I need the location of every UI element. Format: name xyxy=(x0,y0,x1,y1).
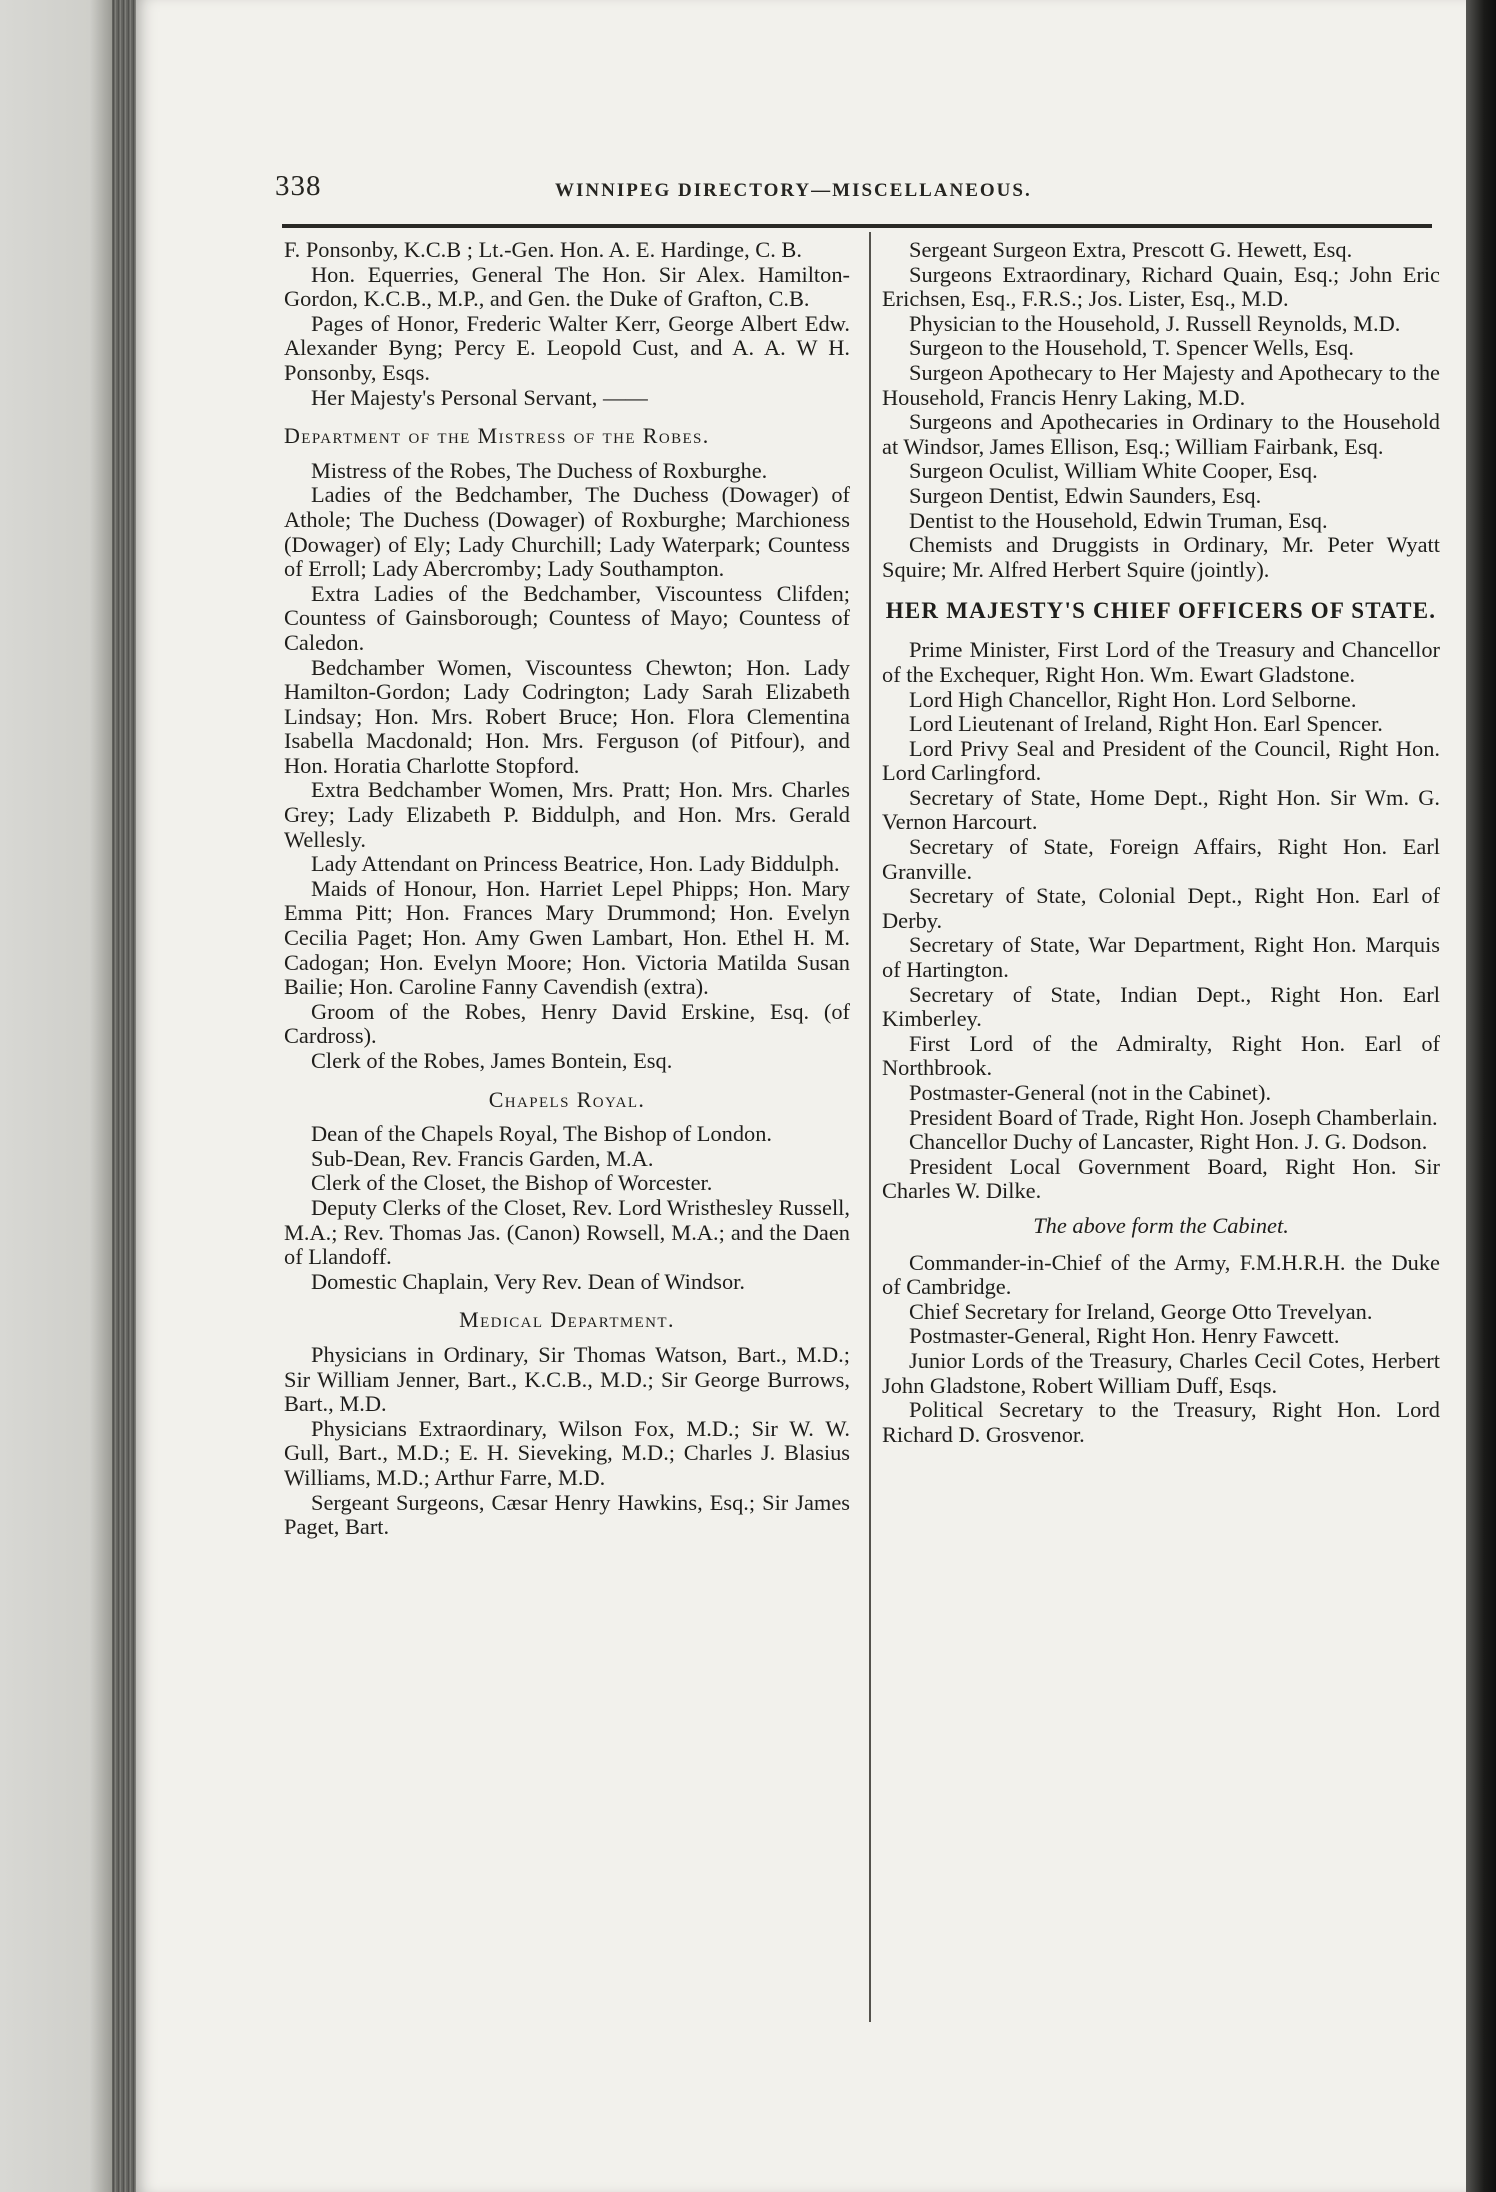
directory-entry: Lord High Chancellor, Right Hon. Lord Selborne. xyxy=(909,686,1357,712)
directory-entry: Secretary of State, Colonial Dept., Right Hon. Earl of Derby. xyxy=(882,883,1440,933)
directory-entry: Mistress of the Robes, The Duchess of Roxburghe. xyxy=(311,457,768,483)
directory-entry: Clerk of the Robes, James Bontein, Esq. xyxy=(311,1048,673,1073)
directory-entry: Sergeant Surgeon Extra, Prescott G. Hewett, Esq. xyxy=(909,237,1353,262)
directory-entry: First Lord of the Admiralty, Right Hon. Earl of Northbrook. xyxy=(882,1030,1440,1081)
directory-entry: Chancellor Duchy of Lancaster, Right Hon. J. G. Dodson. xyxy=(909,1129,1428,1155)
directory-entry: President Local Government Board, Right Hon. Sir Charles W. Dilke. xyxy=(882,1153,1440,1204)
book-binding-shadow xyxy=(1466,0,1496,2192)
directory-entry: F. Ponsonby, K.C.B ; Lt.-Gen. Hon. A. E. Hardinge, C. B. xyxy=(284,237,802,262)
directory-entry: Junior Lords of the Treasury, Charles Cecil Cotes, Herbert John Gladstone, Robert William Duff, Esqs. xyxy=(882,1347,1440,1398)
directory-entry: Secretary of State, War Department, Right Hon. Marquis of Hartington. xyxy=(882,932,1440,983)
directory-entry: President Board of Trade, Right Hon. Joseph Chamberlain. xyxy=(909,1104,1438,1130)
directory-entry: Bedchamber Women, Viscountess Chewton; Hon. Lady Hamilton-Gordon; Lady Codrington; Lady Sarah Elizabeth Lindsay; Hon. Mrs. Robert Bruce; Hon. Flora Clementina Isabella Macdonald; Hon. Mrs. Ferguson (of Pitfour), and Hon. Horatia Charlotte Stopford. xyxy=(284,654,850,778)
directory-entry: Maids of Honour, Hon. Harriet Lepel Phipps; Hon. Mary Emma Pitt; Hon. Frances Mary Drummond; Hon. Evelyn Cecilia Paget; Hon. Amy Gwen Lambart, Hon. Ethel H. M. Cadogan; Hon. Evelyn Moore; Hon. Victoria Matilda Susan Bailie; Hon. Caroline Fanny Cavendish (extra). xyxy=(284,875,850,1000)
page-number: 338 xyxy=(275,170,322,202)
directory-entry: Deputy Clerks of the Closet, Rev. Lord Wristhesley Russell, M.A.; Rev. Thomas Jas. (Canon) Rowsell, M.A.; and the Daen of Llandoff. xyxy=(284,1194,850,1270)
directory-entry: Prime Minister, First Lord of the Treasury and Chancellor of the Exchequer, Right Hon. Wm. Ewart Gladstone. xyxy=(882,637,1440,687)
book-page-edges xyxy=(112,0,136,2192)
directory-entry: Sergeant Surgeons, Cæsar Henry Hawkins, Esq.; Sir James Paget, Bart. xyxy=(284,1489,850,1540)
directory-entry: Hon. Equerries, General The Hon. Sir Alex. Hamilton-Gordon, K.C.B., M.P., and Gen. the Duke of Grafton, C.B. xyxy=(284,261,850,312)
directory-entry: Postmaster-General, Right Hon. Henry Fawcett. xyxy=(909,1323,1340,1349)
directory-entry: Pages of Honor, Frederic Walter Kerr, George Albert Edw. Alexander Byng; Percy E. Leopold Cust, and A. A. W H. Ponsonby, Esqs. xyxy=(284,310,850,385)
directory-entry: Lord Lieutenant of Ireland, Right Hon. Earl Spencer. xyxy=(909,711,1383,737)
directory-entry: Extra Bedchamber Women, Mrs. Pratt; Hon. Mrs. Charles Grey; Lady Elizabeth P. Biddulph, and Hon. Mrs. Gerald Wellesly. xyxy=(284,777,850,852)
directory-entry: Lady Attendant on Princess Beatrice, Hon. Lady Biddulph. xyxy=(311,851,840,877)
directory-entry: Physicians in Ordinary, Sir Thomas Watson, Bart., M.D.; Sir William Jenner, Bart., K.C.B., M.D.; Sir George Burrows, Bart., M.D. xyxy=(284,1341,850,1417)
section-heading: Chapels Royal. xyxy=(488,1086,646,1112)
directory-entry: Political Secretary to the Treasury, Right Hon. Lord Richard D. Grosvenor. xyxy=(882,1397,1440,1447)
directory-entry: Clerk of the Closet, the Bishop of Worcester. xyxy=(311,1170,713,1196)
directory-entry: Her Majesty's Personal Servant, —— xyxy=(311,384,648,410)
directory-entry: Lord Privy Seal and President of the Council, Right Hon. Lord Carlingford. xyxy=(882,735,1440,786)
directory-entry: Commander-in-Chief of the Army, F.M.H.R.H. the Duke of Cambridge. xyxy=(882,1249,1440,1300)
directory-entry: Physicians Extraordinary, Wilson Fox, M.D.; Sir W. W. Gull, Bart., M.D.; E. H. Sieveking, M.D.; Charles J. Blasius Williams, M.D.; Arthur Farre, M.D. xyxy=(284,1415,850,1490)
directory-entry: Secretary of State, Indian Dept., Right Hon. Earl Kimberley. xyxy=(882,981,1440,1032)
directory-entry: Chief Secretary for Ireland, George Otto Trevelyan. xyxy=(909,1298,1373,1324)
directory-entry: Chemists and Druggists in Ordinary, Mr. Peter Wyatt Squire; Mr. Alfred Herbert Squire (jointly). xyxy=(882,532,1440,582)
section-heading: Department of the Mistress of the Robes. xyxy=(284,423,710,449)
directory-entry: Dentist to the Household, Edwin Truman, Esq. xyxy=(909,507,1328,533)
italic-note: The above form the Cabinet. xyxy=(1033,1212,1289,1238)
directory-entry: Secretary of State, Home Dept., Right Hon. Sir Wm. G. Vernon Harcourt. xyxy=(882,784,1440,835)
directory-entry: Surgeon Oculist, William White Cooper, Esq. xyxy=(909,458,1318,484)
directory-entry: Extra Ladies of the Bedchamber, Viscountess Clifden; Countess of Gainsborough; Countess of Mayo; Countess of Caledon. xyxy=(284,580,850,655)
directory-entry: Postmaster-General (not in the Cabinet). xyxy=(909,1080,1272,1105)
left-column xyxy=(284,238,850,1540)
scan-background-margin xyxy=(0,0,112,2192)
column-divider xyxy=(869,232,871,2022)
running-title: WINNIPEG DIRECTORY—MISCELLANEOUS. xyxy=(555,180,1032,201)
directory-entry: Surgeon to the Household, T. Spencer Wells, Esq. xyxy=(909,335,1354,361)
right-column xyxy=(882,238,1440,1447)
directory-entry: Domestic Chaplain, Very Rev. Dean of Windsor. xyxy=(311,1268,745,1294)
directory-entry: Surgeon Apothecary to Her Majesty and Apothecary to the Household, Francis Henry Laking, M.D. xyxy=(882,359,1440,410)
directory-entry: Surgeons and Apothecaries in Ordinary to the Household at Windsor, James Ellison, Esq.; William Fairbank, Esq. xyxy=(882,409,1440,459)
section-heading: Medical Department. xyxy=(459,1307,675,1333)
header-rule xyxy=(282,224,1432,228)
directory-entry: Groom of the Robes, Henry David Erskine, Esq. (of Cardross). xyxy=(284,998,850,1049)
directory-entry: Secretary of State, Foreign Affairs, Right Hon. Earl Granville. xyxy=(882,834,1440,884)
major-heading: HER MAJESTY'S CHIEF OFFICERS OF STATE. xyxy=(885,598,1437,624)
directory-entry: Surgeons Extraordinary, Richard Quain, Esq.; John Eric Erichsen, Esq., F.R.S.; Jos. Lister, Esq., M.D. xyxy=(882,261,1440,312)
directory-entry: Surgeon Dentist, Edwin Saunders, Esq. xyxy=(909,482,1262,508)
directory-entry: Ladies of the Bedchamber, The Duchess (Dowager) of Athole; The Duchess (Dowager) of Roxburghe; Marchioness (Dowager) of Ely; Lady Churchill; Lady Waterpark; Countess of Erroll; Lady Abercromby; Lady Southampton. xyxy=(284,482,850,582)
directory-entry: Physician to the Household, J. Russell Reynolds, M.D. xyxy=(909,310,1401,336)
directory-entry: Dean of the Chapels Royal, The Bishop of London. xyxy=(311,1121,773,1147)
directory-entry: Sub-Dean, Rev. Francis Garden, M.A. xyxy=(311,1145,654,1171)
